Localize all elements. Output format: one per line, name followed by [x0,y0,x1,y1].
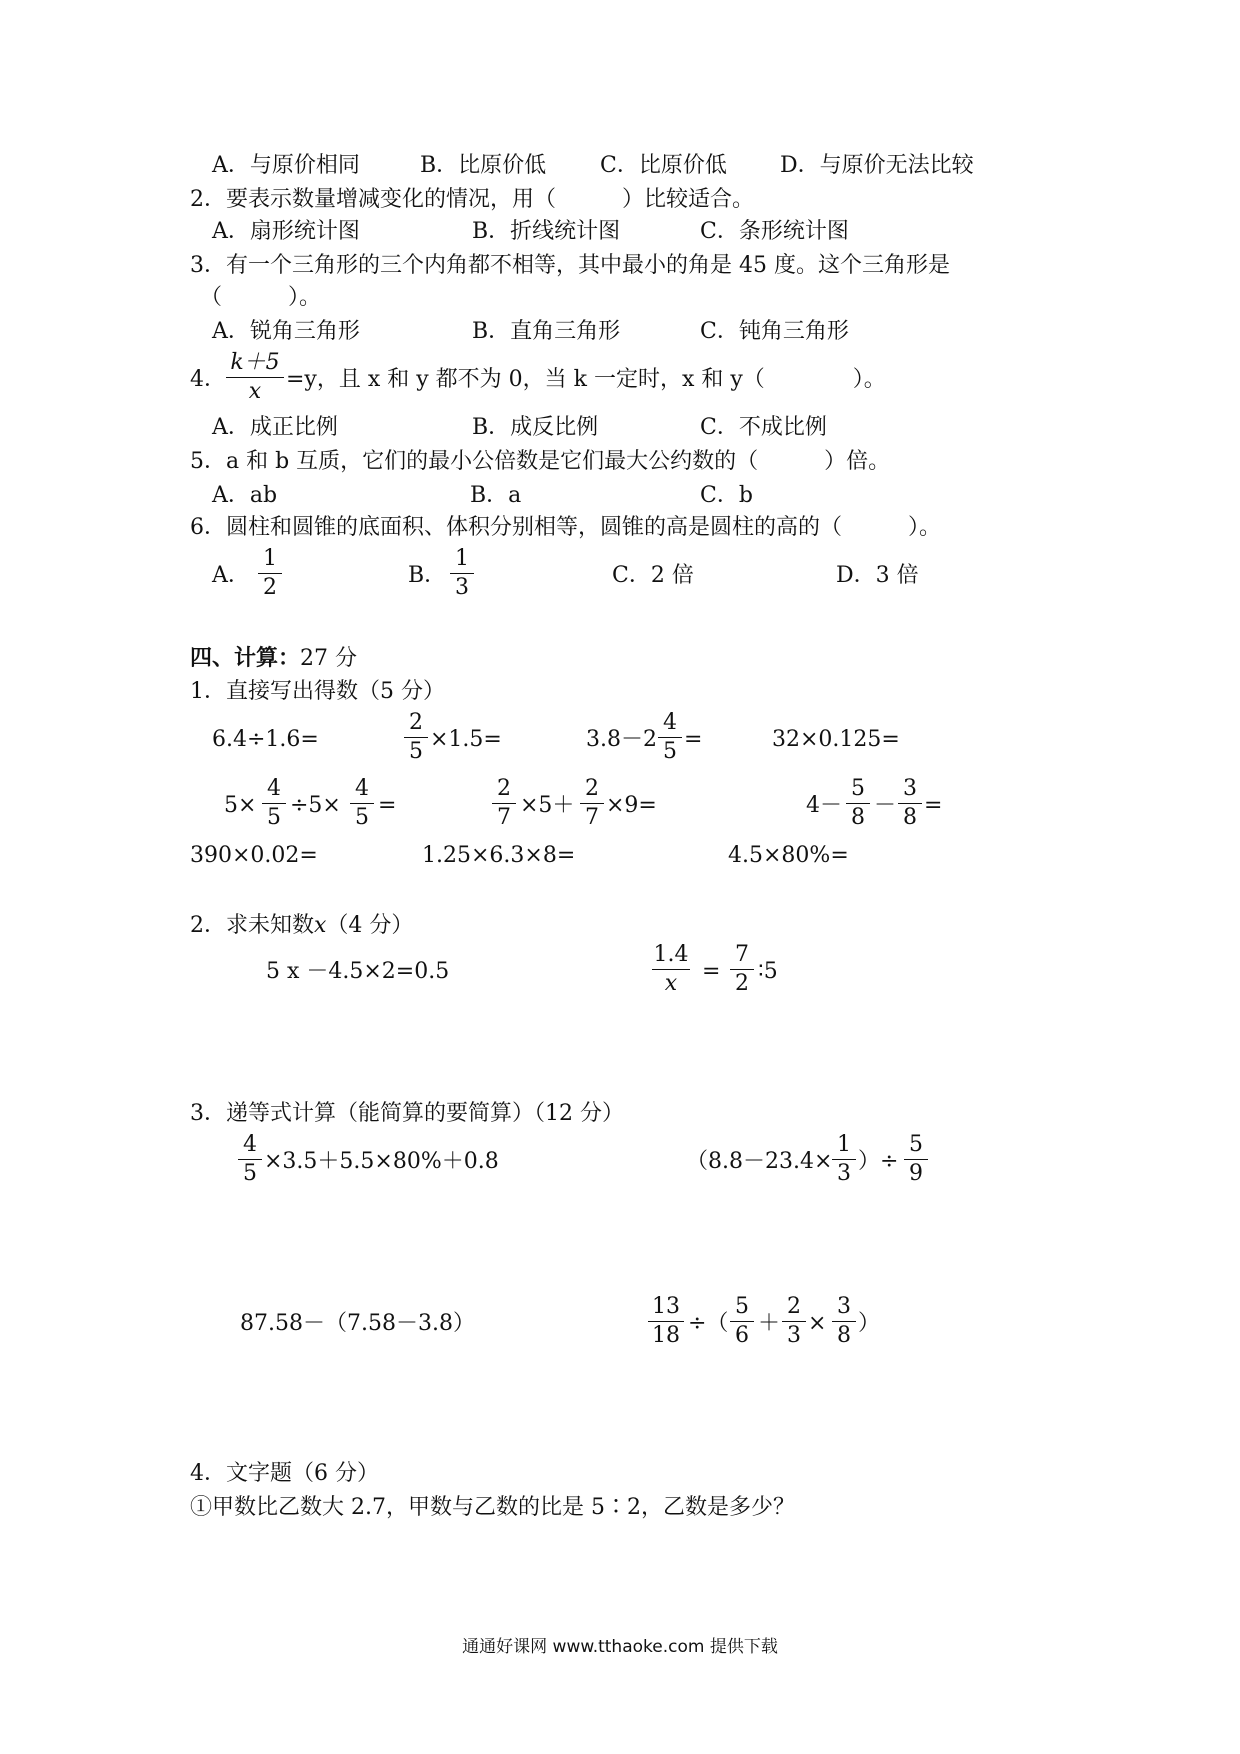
q6-option-a-fraction [258,546,282,601]
q3-option-b: B．直角三角形 [472,319,621,344]
expr-7-rest: = [924,793,943,818]
q1-option-c: C．比原价低 [600,153,727,178]
fraction-numerator: 2 [497,776,511,801]
part2-title-score: （4 分） [326,913,414,938]
fraction-bar [580,803,604,804]
fraction-numerator: 3 [903,776,917,801]
fraction-numerator: 5 [909,1132,923,1157]
fraction-bar [404,737,428,738]
fraction-denominator: 5 [409,739,423,764]
q2-stem: 2．要表示数量增减变化的情况，用（ ）比较适合。 [190,187,754,212]
fraction-denominator: 8 [903,805,917,830]
equation-2-fraction-right [730,942,754,997]
expr-3-fraction [658,710,682,765]
q4-number: 4． [190,367,226,392]
expr-6-fraction-2 [580,776,604,831]
fraction-denominator: 3 [455,575,469,600]
expr-2-fraction [404,710,428,765]
fraction-bar [898,803,922,804]
fraction-denominator: 5 [663,739,677,764]
q5-option-b: B．a [470,483,522,508]
calc-4-times: × [808,1311,827,1336]
fraction-denominator: 7 [497,805,511,830]
q6-option-b-label: B． [408,563,447,588]
expr-5-rest: = [378,793,397,818]
fraction-numerator: 4 [663,710,677,735]
fraction-denominator: 6 [735,1323,749,1348]
calc-4-fraction-3 [782,1294,806,1349]
fraction-bar [832,1159,856,1160]
calc-3: 87.58－（7.58－3.8） [240,1311,475,1336]
calc-2-fraction-1 [832,1132,856,1187]
fraction-numerator: 1 [263,546,277,571]
q2-option-c: C．条形统计图 [700,219,849,244]
fraction-numerator: 4 [267,776,281,801]
fraction-bar [832,1321,856,1322]
fraction-denominator: 5 [355,805,369,830]
calc-4-close: ） [858,1311,881,1336]
fraction-denominator: 3 [837,1161,851,1186]
fraction-bar [658,737,682,738]
calc-4-plus: ＋ [758,1311,781,1336]
q4-fraction-denominator: x [248,379,262,404]
equation-1: 5 x －4.5×2=0.5 [266,959,450,984]
q6-stem: 6．圆柱和圆锥的底面积、体积分别相等，圆锥的高是圆柱的高的（ ）。 [190,515,941,540]
q6-option-d: D．3 倍 [836,563,919,588]
q6-option-c: C．2 倍 [612,563,694,588]
q3-stem: 3．有一个三角形的三个内角都不相等，其中最小的角是 45 度。这个三角形是 [190,253,950,278]
calc-2-fraction-2 [904,1132,928,1187]
q1-option-b: B．比原价低 [420,153,547,178]
q3-option-c: C．钝角三角形 [700,319,849,344]
part3-title: 3．递等式计算（能简算的要简算）（12 分） [190,1101,624,1126]
q5-option-c: C．b [700,483,753,508]
fraction-bar [730,969,754,970]
q4-option-b: B．成反比例 [472,415,599,440]
q4-option-a: A．成正比例 [212,415,338,440]
calc-1-rest: ×3.5＋5.5×80%＋0.8 [264,1149,499,1174]
q3-stem-continued: （ ）。 [200,285,322,310]
fraction-bar [782,1321,806,1322]
calc-4-fraction-1 [648,1294,684,1349]
expr-6-middle: ×5＋ [520,793,575,818]
expr-1: 6.4÷1.6= [212,727,319,752]
q2-option-a: A．扇形统计图 [212,219,360,244]
fraction-denominator: 5 [267,805,281,830]
fraction-numerator: 13 [652,1294,680,1319]
q4-fraction-bar [226,377,284,378]
expr-2-rest: ×1.5= [430,727,502,752]
fraction-numerator: 1 [455,546,469,571]
fraction-denominator: 8 [851,805,865,830]
expr-5-fraction-2 [350,776,374,831]
q4-fraction [226,350,284,405]
q5-stem: 5．a 和 b 互质，它们的最小公倍数是它们最大公约数的（ ）倍。 [190,449,891,474]
q5-option-a: A．ab [212,483,278,508]
fraction-bar [238,1159,262,1160]
expr-6-fraction-1 [492,776,516,831]
expr-7-fraction-1 [846,776,870,831]
equation-2-equals: = [702,959,721,984]
expr-3-rest: = [684,727,703,752]
fraction-bar [652,969,690,970]
part4-title: 4．文字题（6 分） [190,1461,379,1486]
fraction-numerator: 7 [735,942,749,967]
calc-2-prefix: （8.8－23.4× [686,1149,833,1174]
part2-title-text: 2．求未知数 [190,913,314,938]
fraction-bar [648,1321,684,1322]
expr-9: 1.25×6.3×8= [422,843,576,868]
expr-7-fraction-2 [898,776,922,831]
section4-heading [190,644,357,673]
q1-option-a: A．与原价相同 [212,153,360,178]
fraction-bar [492,803,516,804]
q4-option-c: C．不成比例 [700,415,827,440]
q3-option-a: A．锐角三角形 [212,319,360,344]
fraction-numerator: 5 [851,776,865,801]
expr-5-middle: ÷5× [290,793,341,818]
fraction-bar [350,803,374,804]
calc-4-fraction-2 [730,1294,754,1349]
fraction-bar [450,573,474,574]
q2-option-b: B．折线统计图 [472,219,621,244]
expr-10: 4.5×80%= [728,843,849,868]
section4-score: 27 分 [300,646,358,671]
part2-title [190,912,413,940]
fraction-denominator: 5 [243,1161,257,1186]
fraction-denominator: 18 [652,1323,680,1348]
part2-title-variable: x [314,913,327,938]
expr-4: 32×0.125= [772,727,900,752]
fraction-denominator: 7 [585,805,599,830]
q6-option-a-label: A． [212,563,250,588]
fraction-numerator: 5 [735,1294,749,1319]
calc-4-middle: ÷（ [688,1311,729,1336]
q4-fraction-numerator: k＋5 [230,350,280,375]
fraction-bar [904,1159,928,1160]
fraction-numerator: 3 [837,1294,851,1319]
fraction-bar [262,803,286,804]
equation-2-rest: ∶5 [758,959,778,984]
fraction-numerator: 1.4 [653,942,689,967]
fraction-numerator: 2 [409,710,423,735]
q6-option-b-fraction [450,546,474,601]
q4-stem: =y，且 x 和 y 都不为 0，当 k 一定时，x 和 y（ ）。 [286,367,886,392]
fraction-denominator: 3 [787,1323,801,1348]
equation-2-fraction-left [652,942,690,997]
fraction-bar [730,1321,754,1322]
expr-3-prefix: 3.8－2 [586,727,657,752]
fraction-denominator: 2 [263,575,277,600]
expr-5-prefix: 5× [224,793,257,818]
page-footer: 通通好课网 www.tthaoke.com 提供下载 [462,1637,778,1657]
fraction-denominator: x [664,971,678,996]
fraction-denominator: 8 [837,1323,851,1348]
q1-option-d: D．与原价无法比较 [780,153,974,178]
expr-8: 390×0.02= [190,843,318,868]
fraction-numerator: 4 [243,1132,257,1157]
fraction-numerator: 2 [585,776,599,801]
fraction-numerator: 4 [355,776,369,801]
fraction-numerator: 2 [787,1294,801,1319]
calc-4-fraction-4 [832,1294,856,1349]
calc-2-middle: ）÷ [858,1149,899,1174]
expr-6-rest: ×9= [606,793,657,818]
expr-7-prefix: 4－ [806,793,842,818]
calc-1-fraction [238,1132,262,1187]
expr-5-fraction-1 [262,776,286,831]
word-problem-1: ①甲数比乙数大 2.7，甲数与乙数的比是 5∶2，乙数是多少？ [190,1495,795,1520]
fraction-bar [846,803,870,804]
part1-title: 1．直接写出得数（5 分） [190,679,445,704]
expr-7-middle: － [874,793,897,818]
fraction-numerator: 1 [837,1132,851,1157]
section4-title: 四、计算： [190,645,301,671]
fraction-denominator: 2 [735,971,749,996]
fraction-denominator: 9 [909,1161,923,1186]
fraction-bar [258,573,282,574]
